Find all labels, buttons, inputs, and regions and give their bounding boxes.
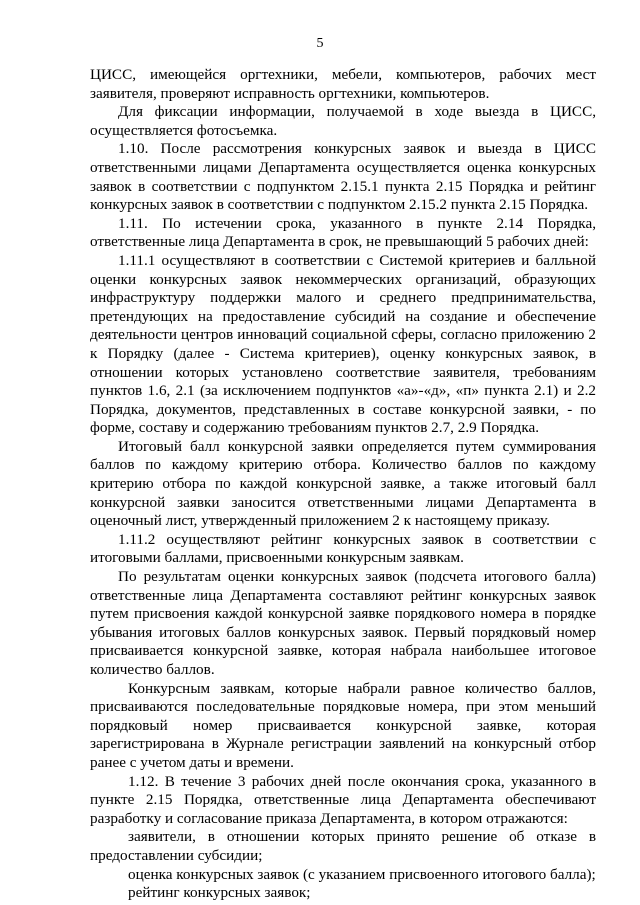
- document-body: [90, 66, 596, 903]
- paragraph-equal-scores: Конкурсным заявкам, которые набрали равное количество баллов, присваиваются последовательные порядковые номера, при этом меньший порядковый номер присваивается конкурсной заявке, которая зарегистрирована в Журнале регистрации заявлений на конкурсный отбор ранее с учетом даты и времени.: [90, 679, 596, 771]
- paragraph-total-score: Итоговый балл конкурсной заявки определяется путем суммирования баллов по каждому критерию отбора. Количество баллов по каждому критерию отбора по каждой конкурсной заявке, а также итоговый балл конкурсной заявки заносится ответственными лицами Департамента в оценочный лист, утвержденный приложением 2 к настоящему приказу.: [90, 437, 596, 530]
- paragraph-photo: Для фиксации информации, получаемой в ходе выезда в ЦИСС, осуществляется фотосъемка.: [90, 103, 596, 139]
- paragraph-rating: По результатам оценки конкурсных заявок (подсчета итогового балла) ответственные лица Департамента составляют рейтинг конкурсных заявок путем присвоения каждой конкурсной заявке порядкового номера в порядке убывания итоговых баллов конкурсных заявок. Первый порядковый номер присваивается конкурсной заявке, которая набрала наибольшее итоговое количество баллов.: [90, 568, 596, 678]
- paragraph-1-11-2: 1.11.2 осуществляют рейтинг конкурсных заявок в соответствии с итоговыми баллами, присвоенными конкурсным заявкам.: [90, 530, 596, 567]
- paragraph-1-11: 1.11. По истечении срока, указанного в пункте 2.14 Порядка, ответственные лица Департамента в срок, не превышающий 5 рабочих дней:: [90, 214, 596, 251]
- paragraph-rating-list: рейтинг конкурсных заявок;: [128, 884, 311, 902]
- paragraph-1-12: 1.12. В течение 3 рабочих дней после окончания срока, указанного в пункте 2.15 Порядка, ответственные лица Департамента обеспечивают разработку и согласование приказа Департамента, в котором отражаются:: [90, 772, 596, 827]
- paragraph-1-10: 1.10. После рассмотрения конкурсных заявок и выезда в ЦИСС ответственными лицами Департамента осуществляется оценка конкурсных заявок в соответствии с подпунктом 2.15.1 пункта 2.15 Порядка и рейтинг конкурсных заявок в соответствии с подпунктом 2.15.2 пункта 2.15 Порядка.: [90, 140, 596, 214]
- page-number: 5: [316, 36, 324, 51]
- paragraph-refused-applicants: заявители, в отношении которых принято решение об отказе в предоставлении субсидии;: [90, 828, 596, 864]
- paragraph-assessment: оценка конкурсных заявок (с указанием присвоенного итогового балла);: [128, 865, 596, 883]
- paragraph-continuation: ЦИСС, имеющейся оргтехники, мебели, компьютеров, рабочих мест заявителя, проверяют исправность оргтехники, компьютеров.: [90, 66, 596, 102]
- paragraph-1-11-1: 1.11.1 осуществляют в соответствии с Системой критериев и балльной оценки конкурсных заявок некоммерческих организаций, образующих инфраструктуру поддержки малого и среднего предпринимательства, претендующих на предоставление субсидий на создание и обеспечение деятельности центров инноваций социальной сферы, согласно приложению 2 к Порядку (далее - Система критериев), оценку конкурсных заявок, в отношении которых установлено соответствие заявителя, требованиям пунктов 1.6, 2.1 (за исключением подпунктов «а»-«д», «п» пункта 2.1) и 2.2 Порядка, документов, представленных в составе конкурсной заявки, - по форме, составу и содержанию требованиям пунктов 2.7, 2.9 Порядка.: [90, 251, 596, 437]
